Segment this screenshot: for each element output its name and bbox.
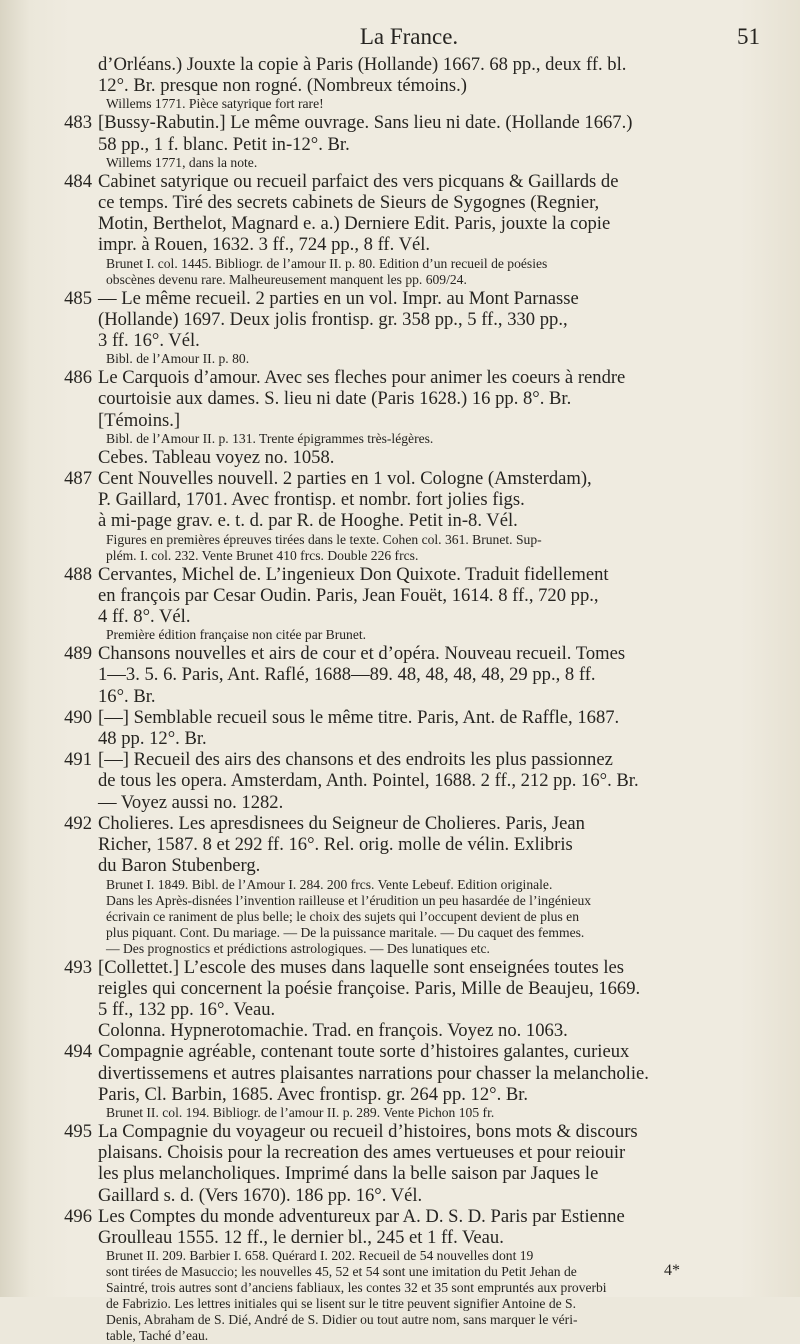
entry-number: 495 <box>64 1120 92 1142</box>
entry-number: 492 <box>64 812 92 834</box>
note-line: Bibl. de l’Amour II. p. 80. <box>106 351 250 367</box>
entry-note <box>58 431 760 447</box>
entry-line: reigles qui concernent la poésie françoise. Paris, Mille de Beaujeu, 1669. <box>98 977 641 999</box>
entry-line: Richer, 1587. 8 et 292 ff. 16°. Rel. orig. molle de vélin. Exlibris <box>98 834 573 856</box>
entry-line: Colonna. Hypnerotomachie. Trad. en françois. Voyez no. 1063. <box>98 1020 568 1042</box>
entry-number: 490 <box>64 706 92 728</box>
entry-line: du Baron Stubenberg. <box>98 855 261 877</box>
note-line: plém. I. col. 232. Vente Brunet 410 frcs. Double 226 frcs. <box>106 547 419 563</box>
catalogue-entry <box>58 54 760 96</box>
entry-number: 483 <box>64 112 92 134</box>
entry-line: divertissemens et autres plaisantes narrations pour chasser la melancholie. <box>98 1062 649 1084</box>
entry-number: 484 <box>64 170 92 192</box>
note-line: Saintré, trois autres sont d’anciens fabliaux, les contes 32 et 35 sont empruntés aux proverbi <box>106 1280 607 1296</box>
note-line: — Des prognostics et prédictions astrologiques. — Des lunatiques etc. <box>106 940 490 956</box>
entry-line: — Le même recueil. 2 parties en un vol. Impr. au Mont Parnasse <box>98 287 579 309</box>
entry-line: 3 ff. 16°. Vél. <box>98 330 200 352</box>
entry-line: ce temps. Tiré des secrets cabinets de Sieurs de Sygognes (Regnier, <box>98 192 600 214</box>
entry-line: à mi-page grav. e. t. d. par R. de Hooghe. Petit in-8. Vél. <box>98 510 518 532</box>
page-title: La France. <box>359 24 459 49</box>
entry-line: impr. à Rouen, 1632. 3 ff., 724 pp., 8 ff. Vél. <box>98 234 431 256</box>
entry-note <box>58 256 760 288</box>
entry-line: en françois par Cesar Oudin. Paris, Jean Fouët, 1614. 8 ff., 720 pp., <box>98 584 599 606</box>
catalogue-entry <box>58 1041 760 1105</box>
catalogue-entry <box>58 643 760 707</box>
entry-line: [Bussy-Rabutin.] Le même ouvrage. Sans lieu ni date. (Hollande 1667.) <box>98 112 633 134</box>
catalogue-entry <box>58 957 760 1021</box>
entry-line: de tous les opera. Amsterdam, Anth. Pointel, 1688. 2 ff., 212 pp. 16°. Br. <box>98 770 639 792</box>
entry-line: Paris, Cl. Barbin, 1685. Avec frontisp. gr. 264 pp. 12°. Br. <box>98 1083 529 1105</box>
entry-note <box>58 1248 760 1344</box>
entry-line: courtoisie aux dames. S. lieu ni date (Paris 1628.) 16 pp. 8°. Br. <box>98 388 572 410</box>
entry-line: [Témoins.] <box>98 409 181 431</box>
entry-number: 487 <box>64 468 92 490</box>
note-line: plus piquant. Cont. Du mariage. — De la puissance maritale. — Du caquet des femmes. <box>106 924 585 940</box>
catalogue-entry <box>58 707 760 749</box>
entry-line: (Hollande) 1697. Deux jolis frontisp. gr. 358 pp., 5 ff., 330 pp., <box>98 308 568 330</box>
running-header <box>58 24 760 54</box>
note-line: Première édition française non citée par Brunet. <box>106 627 367 643</box>
entry-line: Les Comptes du monde adventureux par A. D. S. D. Paris par Estienne <box>98 1205 625 1227</box>
note-line: Willems 1771, dans la note. <box>106 154 258 170</box>
catalogue-entry <box>58 813 760 877</box>
note-line: écrivain ce raniment de plus belle; le choix des sujets qui l’occupent devient de plus en <box>106 908 579 924</box>
entry-note <box>58 96 760 112</box>
entry-line: 1—3. 5. 6. Paris, Ant. Raflé, 1688—89. 48, 48, 48, 48, 29 pp., 8 ff. <box>98 664 596 686</box>
entry-number: 496 <box>64 1205 92 1227</box>
entry-number: 489 <box>64 643 92 665</box>
catalogue-entry <box>58 288 760 352</box>
page-number: 51 <box>737 24 760 49</box>
catalogue-entry <box>58 1020 760 1041</box>
entry-line: [—] Semblable recueil sous le même titre. Paris, Ant. de Raffle, 1687. <box>98 706 620 728</box>
entry-note <box>58 532 760 564</box>
catalogue-entry <box>58 564 760 628</box>
catalogue-entry <box>58 367 760 431</box>
entry-note <box>58 627 760 643</box>
entry-line: La Compagnie du voyageur ou recueil d’histoires, bons mots & discours <box>98 1120 638 1142</box>
entry-line: 4 ff. 8°. Vél. <box>98 606 191 628</box>
catalogue-entry <box>58 447 760 468</box>
entry-line: Cent Nouvelles nouvell. 2 parties en 1 vol. Cologne (Amsterdam), <box>98 468 592 490</box>
entry-number: 488 <box>64 563 92 585</box>
entry-line: plaisans. Choisis pour la recreation des ames vertueuses et pour reiouir <box>98 1142 626 1164</box>
entry-number: 494 <box>64 1041 92 1063</box>
entry-line: Cholieres. Les apresdisnees du Seigneur de Cholieres. Paris, Jean <box>98 812 585 834</box>
entry-line: Cabinet satyrique ou recueil parfaict des vers picquans & Gaillards de <box>98 170 619 192</box>
entry-line: — Voyez aussi no. 1282. <box>98 791 284 813</box>
entry-line: Compagnie agréable, contenant toute sorte d’histoires galantes, curieux <box>98 1041 630 1063</box>
entry-line: Chansons nouvelles et airs de cour et d’opéra. Nouveau recueil. Tomes <box>98 643 626 665</box>
entry-number: 486 <box>64 367 92 389</box>
note-line: table, Taché d’eau. <box>106 1328 209 1344</box>
note-line: obscènes devenu rare. Malheureusement manquent les pp. 609/24. <box>106 271 467 287</box>
catalogue-entry <box>58 1121 760 1206</box>
entry-line: 16°. Br. <box>98 685 156 707</box>
note-line: Willems 1771. Pièce satyrique fort rare! <box>106 96 324 112</box>
entry-number: 491 <box>64 749 92 771</box>
entry-number: 493 <box>64 956 92 978</box>
entry-line: P. Gaillard, 1701. Avec frontisp. et nombr. fort jolies figs. <box>98 489 525 511</box>
entry-line: 5 ff., 132 pp. 16°. Veau. <box>98 998 276 1020</box>
entry-note <box>58 155 760 171</box>
entry-note <box>58 1105 760 1121</box>
catalogue-entry <box>58 749 760 813</box>
entry-note <box>58 351 760 367</box>
note-line: Bibl. de l’Amour II. p. 131. Trente épigrammes très-légères. <box>106 430 434 446</box>
note-line: Denis, Abraham de S. Dié, André de S. Didier ou tout autre nom, sans marquer le véri- <box>106 1312 578 1328</box>
entry-line: les plus melancholiques. Imprimé dans la belle saison par Jaques le <box>98 1163 599 1185</box>
entry-line: 58 pp., 1 f. blanc. Petit in-12°. Br. <box>98 133 350 155</box>
entry-line: 48 pp. 12°. Br. <box>98 728 207 750</box>
note-line: de Fabrizio. Les lettres initiales qui se lisent sur le titre peuvent signifier Antoine de S. <box>106 1296 577 1312</box>
note-line: Figures en premières épreuves tirées dans le texte. Cohen col. 361. Brunet. Sup- <box>106 531 542 547</box>
entry-line: 12°. Br. presque non rogné. (Nombreux témoins.) <box>98 75 467 97</box>
note-line: sont tirées de Masuccio; les nouvelles 45, 52 et 54 sont une imitation du Petit Jehan de <box>106 1264 577 1280</box>
entry-line: Groulleau 1555. 12 ff., le dernier bl., 245 et 1 ff. Veau. <box>98 1226 504 1248</box>
entry-line: Motin, Berthelot, Magnard e. a.) Derniere Edit. Paris, jouxte la copie <box>98 213 611 235</box>
catalogue-entry <box>58 1206 760 1248</box>
note-line: Brunet II. col. 194. Bibliogr. de l’amour II. p. 289. Vente Pichon 105 fr. <box>106 1104 495 1120</box>
catalogue-entries <box>58 54 760 1344</box>
catalogue-entry <box>58 171 760 256</box>
entry-line: [Collettet.] L’escole des muses dans laquelle sont enseignées toutes les <box>98 956 625 978</box>
printer-signature: 4* <box>664 1262 680 1279</box>
entry-number: 485 <box>64 287 92 309</box>
note-line: Dans les Après-disnées l’invention railleuse et l’érudition un peu hasardée de l’ingénieux <box>106 892 592 908</box>
entry-line: Gaillard s. d. (Vers 1670). 186 pp. 16°. Vél. <box>98 1184 423 1206</box>
entry-line: Cebes. Tableau voyez no. 1058. <box>98 446 335 468</box>
note-line: Brunet I. 1849. Bibl. de l’Amour I. 284. 200 frcs. Vente Lebeuf. Edition originale. <box>106 876 553 892</box>
catalogue-entry <box>58 112 760 154</box>
catalogue-entry <box>58 468 760 532</box>
entry-line: Le Carquois d’amour. Avec ses fleches pour animer les coeurs à rendre <box>98 367 626 389</box>
entry-line: [—] Recueil des airs des chansons et des endroits les plus passionnez <box>98 749 613 771</box>
entry-note <box>58 877 760 957</box>
note-line: Brunet II. 209. Barbier I. 658. Quérard I. 202. Recueil de 54 nouvelles dont 19 <box>106 1248 534 1264</box>
note-line: Brunet I. col. 1445. Bibliogr. de l’amour II. p. 80. Edition d’un recueil de poésies <box>106 255 548 271</box>
entry-line: d’Orléans.) Jouxte la copie à Paris (Hollande) 1667. 68 pp., deux ff. bl. <box>98 54 627 75</box>
entry-line: Cervantes, Michel de. L’ingenieux Don Quixote. Traduit fidellement <box>98 563 609 585</box>
